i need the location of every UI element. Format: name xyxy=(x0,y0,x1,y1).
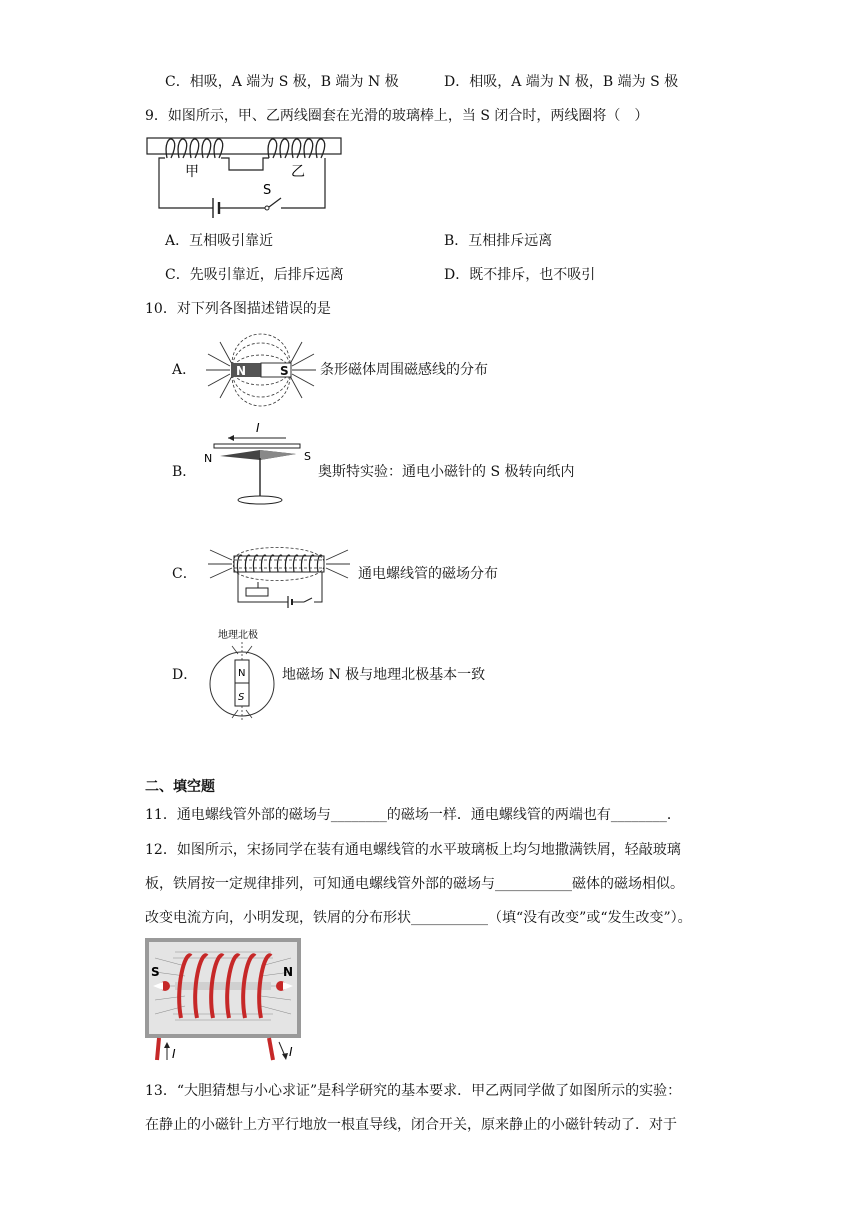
q10d-s-label: S xyxy=(238,692,245,703)
q10c-solenoid-figure xyxy=(204,542,354,608)
q10b-n-label: N xyxy=(204,452,213,465)
q10a-n-label: N xyxy=(236,364,247,378)
q9-option-a: A．互相吸引靠近 xyxy=(165,233,274,249)
q12-iron-filings-photo xyxy=(145,938,301,1062)
q9-coil-figure xyxy=(145,134,345,218)
q10b-oersted-figure xyxy=(200,420,316,514)
q12-line-3: 改变电流方向，小明发现，铁屑的分布形状___________（填“没有改变”或“发生改变”）。 xyxy=(145,910,692,926)
q12-current-label-left: I xyxy=(172,1047,176,1061)
q10d-earth-figure xyxy=(208,626,278,722)
q12-line-1: 12．如图所示，宋扬同学在装有通电螺线管的水平玻璃板上均匀地撒满铁屑，轻敲玻璃 xyxy=(145,842,681,858)
q10-option-a-letter: A． xyxy=(172,362,197,378)
q12-line-2: 板，铁屑按一定规律排列，可知通电螺线管外部的磁场与___________磁体的磁场相似。 xyxy=(145,876,684,892)
q9-option-c: C．先吸引靠近，后排斥远离 xyxy=(165,267,344,283)
q10d-geographic-north-label: 地理北极 xyxy=(218,630,258,641)
q8-option-d: D．相吸，A 端为 N 极，B 端为 S 极 xyxy=(444,74,679,90)
q9-option-d: D．既不排斥，也不吸引 xyxy=(444,267,596,283)
q10-option-d-text: 地磁场 N 极与地理北极基本一致 xyxy=(282,667,486,683)
q10-option-a-text: 条形磁体周围磁感线的分布 xyxy=(320,362,488,378)
q13-line-1: 13．“大胆猜想与小心求证”是科学研究的基本要求．甲乙两同学做了如图所示的实验： xyxy=(145,1083,682,1099)
q9-option-b: B．互相排斥远离 xyxy=(444,233,553,249)
q10-option-b-text: 奥斯特实验：通电小磁针的 S 极转向纸内 xyxy=(318,464,575,480)
q10-stem: 10．对下列各图描述错误的是 xyxy=(145,301,331,317)
q10b-s-label: S xyxy=(304,450,311,463)
q9-stem: 9．如图所示，甲、乙两线圈套在光滑的玻璃棒上，当 S 闭合时，两线圈将（ ） xyxy=(145,108,649,124)
q8-option-c: C．相吸，A 端为 S 极，B 端为 N 极 xyxy=(165,74,399,90)
q11-stem: 11．通电螺线管外部的磁场与________的磁场一样．通电螺线管的两端也有________． xyxy=(145,807,681,823)
q10a-bar-magnet-figure xyxy=(202,330,320,410)
q12-current-label-right: I xyxy=(289,1045,293,1059)
q10-option-c-letter: C． xyxy=(172,566,197,582)
q9-switch-label: S xyxy=(263,183,272,198)
q9-coil-yi-label: 乙 xyxy=(291,164,305,180)
q10b-current-label: I xyxy=(256,421,260,435)
q12-s-label: S xyxy=(151,965,160,979)
q9-coil-jia-label: 甲 xyxy=(185,164,199,180)
q10d-n-label: N xyxy=(238,668,246,679)
q10a-s-label: S xyxy=(280,364,289,378)
q13-line-2: 在静止的小磁针上方平行地放一根直导线，闭合开关，原来静止的小磁针转动了．对于 xyxy=(145,1117,677,1133)
q10-option-c-text: 通电螺线管的磁场分布 xyxy=(358,566,498,582)
q10-option-d-letter: D． xyxy=(172,667,198,683)
q10-option-b-letter: B． xyxy=(172,464,197,480)
section-title-fill-in: 二、填空题 xyxy=(145,779,215,795)
q12-n-label: N xyxy=(283,965,294,979)
